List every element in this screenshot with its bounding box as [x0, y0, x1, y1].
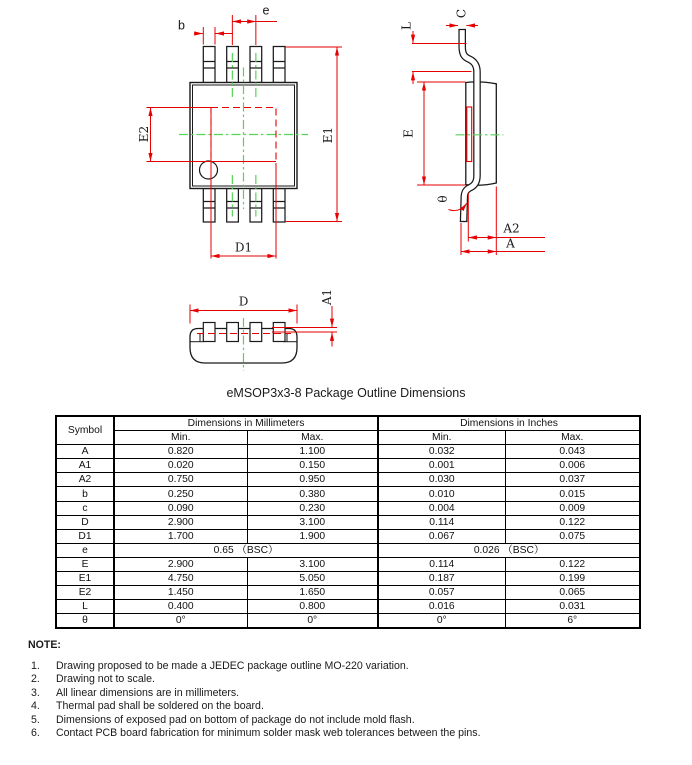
table-cell: 0.016 — [378, 600, 505, 614]
dim-E — [417, 82, 466, 185]
table-cell: 4.750 — [114, 572, 247, 586]
dim-label-E2: E2 — [137, 125, 151, 143]
table-cell: 0.820 — [114, 445, 247, 459]
table-cell: 1.100 — [247, 445, 378, 459]
table-cell: E — [56, 557, 114, 571]
dim-label-A1: A1 — [320, 288, 334, 306]
table-row — [56, 557, 640, 571]
dim-label-E: E — [401, 129, 416, 138]
table-cell: 2.900 — [114, 557, 247, 571]
note-number: 3. — [31, 686, 40, 699]
table-cell: 0.065 — [505, 586, 640, 600]
page-title: eMSOP3x3-8 Package Outline Dimensions — [226, 386, 466, 400]
col-header-mm-max: Max. — [247, 431, 378, 445]
table-row — [56, 515, 640, 529]
table-cell: 0.015 — [505, 487, 640, 501]
table-cell: 1.900 — [247, 529, 378, 543]
table-cell: D — [56, 515, 114, 529]
table-row — [56, 572, 640, 586]
dim-label-b: b — [178, 18, 185, 33]
note-text: Contact PCB board fabrication for minimum solder mask web tolerances between the pins. — [56, 727, 481, 740]
table-row — [56, 445, 640, 459]
table-cell: 0.030 — [378, 473, 505, 487]
table-row — [56, 586, 640, 600]
table-cell: A2 — [56, 473, 114, 487]
table-cell: D1 — [56, 529, 114, 543]
dim-label-theta: θ — [436, 195, 450, 203]
table-row — [56, 459, 640, 473]
table-cell: 0.800 — [247, 600, 378, 614]
note-number: 1. — [31, 660, 40, 672]
note-item — [28, 673, 683, 686]
table-cell: 0.750 — [114, 473, 247, 487]
table-cell: 0.65 （BSC） — [114, 543, 378, 557]
table-cell: 0° — [378, 614, 505, 629]
table-cell: e — [56, 543, 114, 557]
note-text: Thermal pad shall be soldered on the board. — [56, 700, 264, 713]
table-cell: 0.122 — [505, 515, 640, 529]
table-cell: 0.114 — [378, 557, 505, 571]
table-cell: E2 — [56, 586, 114, 600]
table-cell: 0.187 — [378, 572, 505, 586]
table-cell: 0.010 — [378, 487, 505, 501]
centerlines-top-view — [179, 53, 308, 217]
table-cell: 0.009 — [505, 501, 640, 515]
dim-label-D1: D1 — [234, 240, 253, 255]
table-cell: E1 — [56, 572, 114, 586]
table-cell: 0.032 — [378, 445, 505, 459]
dimensions-table-body — [56, 445, 640, 629]
table-cell: 1.650 — [247, 586, 378, 600]
table-cell: 0.090 — [114, 501, 247, 515]
table-cell: 0.122 — [505, 557, 640, 571]
package-body-side-view — [466, 82, 497, 185]
table-cell: 0.400 — [114, 600, 247, 614]
table-row — [56, 614, 640, 629]
note-number: 5. — [31, 713, 40, 726]
dim-label-e: e — [262, 3, 270, 18]
table-cell: 3.100 — [247, 557, 378, 571]
table-cell: 0.004 — [378, 501, 505, 515]
dim-label-E1: E1 — [321, 126, 335, 144]
col-header-mm-min: Min. — [114, 431, 247, 445]
dim-label-D: D — [238, 294, 249, 309]
table-cell: θ — [56, 614, 114, 629]
note-item — [28, 727, 683, 740]
table-cell: 0.037 — [505, 473, 640, 487]
table-cell: 0.043 — [505, 445, 640, 459]
table-cell: 0.067 — [378, 529, 505, 543]
table-cell: 0.057 — [378, 586, 505, 600]
table-cell: A1 — [56, 459, 114, 473]
table-cell: A — [56, 445, 114, 459]
table-cell: 2.900 — [114, 515, 247, 529]
note-text: Drawing proposed to be made a JEDEC package outline MO-220 variation. — [56, 660, 409, 672]
table-cell: L — [56, 600, 114, 614]
col-header-in-max: Max. — [505, 431, 640, 445]
table-row — [56, 529, 640, 543]
note-item — [28, 687, 683, 700]
dim-label-A2: A2 — [503, 221, 520, 236]
table-cell: 1.700 — [114, 529, 247, 543]
table-cell: 1.450 — [114, 586, 247, 600]
dimensions-table-wrap — [55, 415, 641, 629]
note-number: 2. — [31, 673, 40, 686]
table-row — [56, 501, 640, 515]
table-cell: 0.114 — [378, 515, 505, 529]
table-cell: 0.075 — [505, 529, 640, 543]
table-cell: 0.026 （BSC） — [378, 543, 640, 557]
dim-label-A: A — [506, 236, 515, 251]
table-cell: 0.150 — [247, 459, 378, 473]
table-cell: 0.950 — [247, 473, 378, 487]
table-cell: 0.020 — [114, 459, 247, 473]
front-view — [190, 289, 337, 371]
table-row — [56, 473, 640, 487]
note-text: Drawing not to scale. — [56, 673, 155, 686]
table-row — [56, 600, 640, 614]
table-cell: 0.230 — [247, 501, 378, 515]
note-number: 6. — [31, 727, 40, 740]
table-cell: 0.380 — [247, 487, 378, 501]
table-row — [56, 487, 640, 501]
table-cell: 0.199 — [505, 572, 640, 586]
note-number: 4. — [31, 700, 40, 713]
dim-e — [232, 15, 277, 45]
dim-b — [194, 27, 233, 45]
col-header-in-min: Min. — [378, 431, 505, 445]
table-row — [56, 543, 640, 557]
notes-list — [28, 660, 683, 740]
top-pins — [203, 47, 285, 83]
note-text: All linear dimensions are in millimeters. — [56, 686, 240, 699]
notes-heading: NOTE: — [28, 639, 61, 651]
table-cell: 3.100 — [247, 515, 378, 529]
table-cell: 0° — [114, 614, 247, 629]
dimensions-table — [55, 415, 641, 629]
table-cell: c — [56, 501, 114, 515]
notes-section — [28, 639, 683, 740]
note-item — [28, 714, 683, 727]
col-header-mm: Dimensions in Millimeters — [114, 416, 378, 431]
note-item — [28, 660, 683, 673]
col-header-symbol: Symbol — [56, 416, 114, 445]
table-cell: 6° — [505, 614, 640, 629]
table-cell: 0.250 — [114, 487, 247, 501]
note-item — [28, 700, 683, 713]
table-cell: 0.006 — [505, 459, 640, 473]
table-cell: 5.050 — [247, 572, 378, 586]
side-view — [400, 9, 546, 255]
table-cell: 0° — [247, 614, 378, 629]
dim-label-L: L — [399, 22, 414, 30]
note-text: Dimensions of exposed pad on bottom of package do not include mold flash. — [56, 713, 415, 726]
bottom-pins — [203, 189, 285, 223]
table-cell: b — [56, 487, 114, 501]
table-cell: 0.031 — [505, 600, 640, 614]
table-cell: 0.001 — [378, 459, 505, 473]
top-view — [137, 4, 342, 259]
col-header-inches: Dimensions in Inches — [378, 416, 640, 431]
dim-label-C: C — [454, 8, 469, 19]
